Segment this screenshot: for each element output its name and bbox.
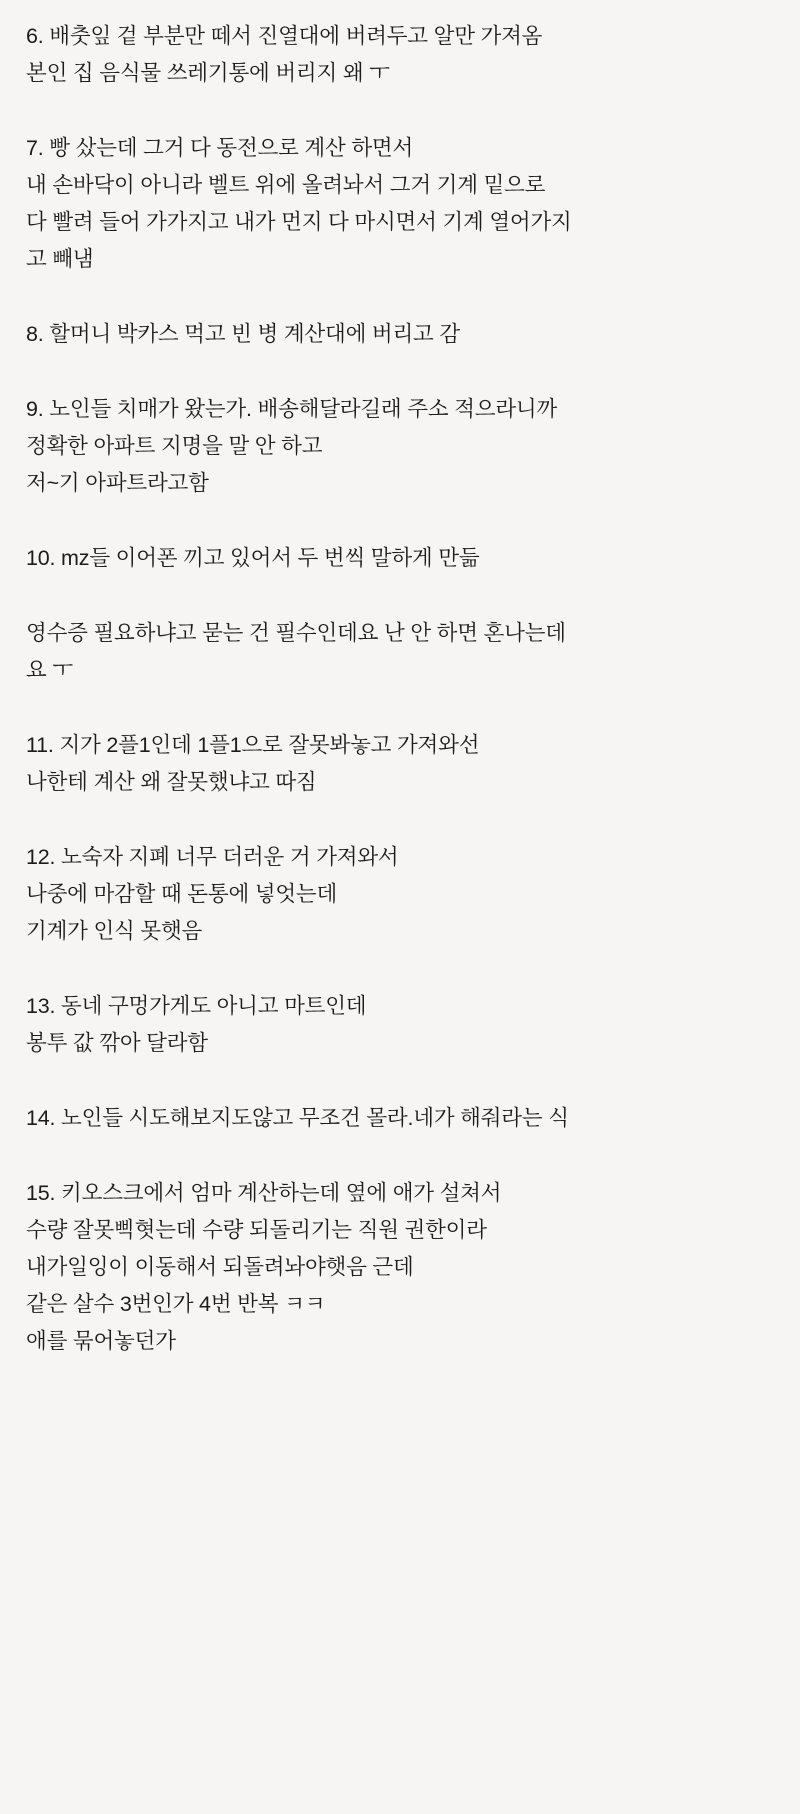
text-line: 다 빨려 들어 가가지고 내가 먼지 다 마시면서 기계 열어가지 xyxy=(26,210,572,234)
text-line: 같은 살수 3번인가 4번 반복 ㅋㅋ xyxy=(26,1292,326,1316)
text-line: 고 빼냄 xyxy=(26,247,94,271)
text-line: 7. 빵 샀는데 그거 다 동전으로 계산 하면서 xyxy=(26,136,414,160)
text-block xyxy=(26,988,774,1062)
text-line: 영수증 필요하냐고 묻는 건 필수인데요 난 안 하면 혼나는데 xyxy=(26,621,566,645)
text-line: 정확한 아파트 지명을 말 안 하고 xyxy=(26,434,323,458)
text-line: 내 손바닥이 아니라 벨트 위에 올려놔서 그거 기계 밑으로 xyxy=(26,173,546,197)
text-line: 요 ㅜ xyxy=(26,658,73,682)
text-block xyxy=(26,839,774,950)
text-line: 13. 동네 구멍가게도 아니고 마트인데 xyxy=(26,994,367,1018)
text-line: 저~기 아파트라고함 xyxy=(26,471,209,495)
text-line: 15. 키오스크에서 엄마 계산하는데 옆에 애가 설쳐서 xyxy=(26,1181,502,1205)
text-block xyxy=(26,18,774,92)
text-line: 8. 할머니 박카스 먹고 빈 병 계산대에 버리고 감 xyxy=(26,322,460,346)
text-line: 수량 잘못삑혓는데 수량 되돌리기는 직원 권한이라 xyxy=(26,1218,487,1242)
text-line: 나한테 계산 왜 잘못했냐고 따짐 xyxy=(26,770,317,794)
text-line: 10. mz들 이어폰 끼고 있어서 두 번씩 말하게 만듦 xyxy=(26,546,480,570)
text-line: 나중에 마감할 때 돈통에 넣엇는데 xyxy=(26,882,338,906)
text-block xyxy=(26,1175,774,1360)
text-line: 6. 배춧잎 겉 부분만 떼서 진열대에 버려두고 알만 가져옴 xyxy=(26,24,543,48)
text-block xyxy=(26,1100,774,1137)
text-block xyxy=(26,727,774,801)
text-line: 11. 지가 2플1인데 1플1으로 잘못봐놓고 가져와선 xyxy=(26,733,480,757)
text-block xyxy=(26,391,774,502)
text-block xyxy=(26,316,774,353)
text-line: 기계가 인식 못햇음 xyxy=(26,919,203,943)
text-line: 9. 노인들 치매가 왔는가. 배송해달라길래 주소 적으라니까 xyxy=(26,397,558,421)
text-block xyxy=(26,540,774,577)
text-line: 봉투 값 깎아 달라함 xyxy=(26,1031,208,1055)
text-block xyxy=(26,130,774,278)
text-block xyxy=(26,615,774,689)
text-line: 본인 집 음식물 쓰레기통에 버리지 왜 ㅜ xyxy=(26,61,390,85)
text-line: 애를 묶어놓던가 xyxy=(26,1329,176,1353)
text-line: 12. 노숙자 지폐 너무 더러운 거 가져와서 xyxy=(26,845,399,869)
text-line: 14. 노인들 시도해보지도않고 무조건 몰라.네가 해줘라는 식 xyxy=(26,1106,569,1130)
text-line: 내가일잉이 이동해서 되돌려놔야햇음 근데 xyxy=(26,1255,414,1279)
document-body xyxy=(26,18,774,1360)
